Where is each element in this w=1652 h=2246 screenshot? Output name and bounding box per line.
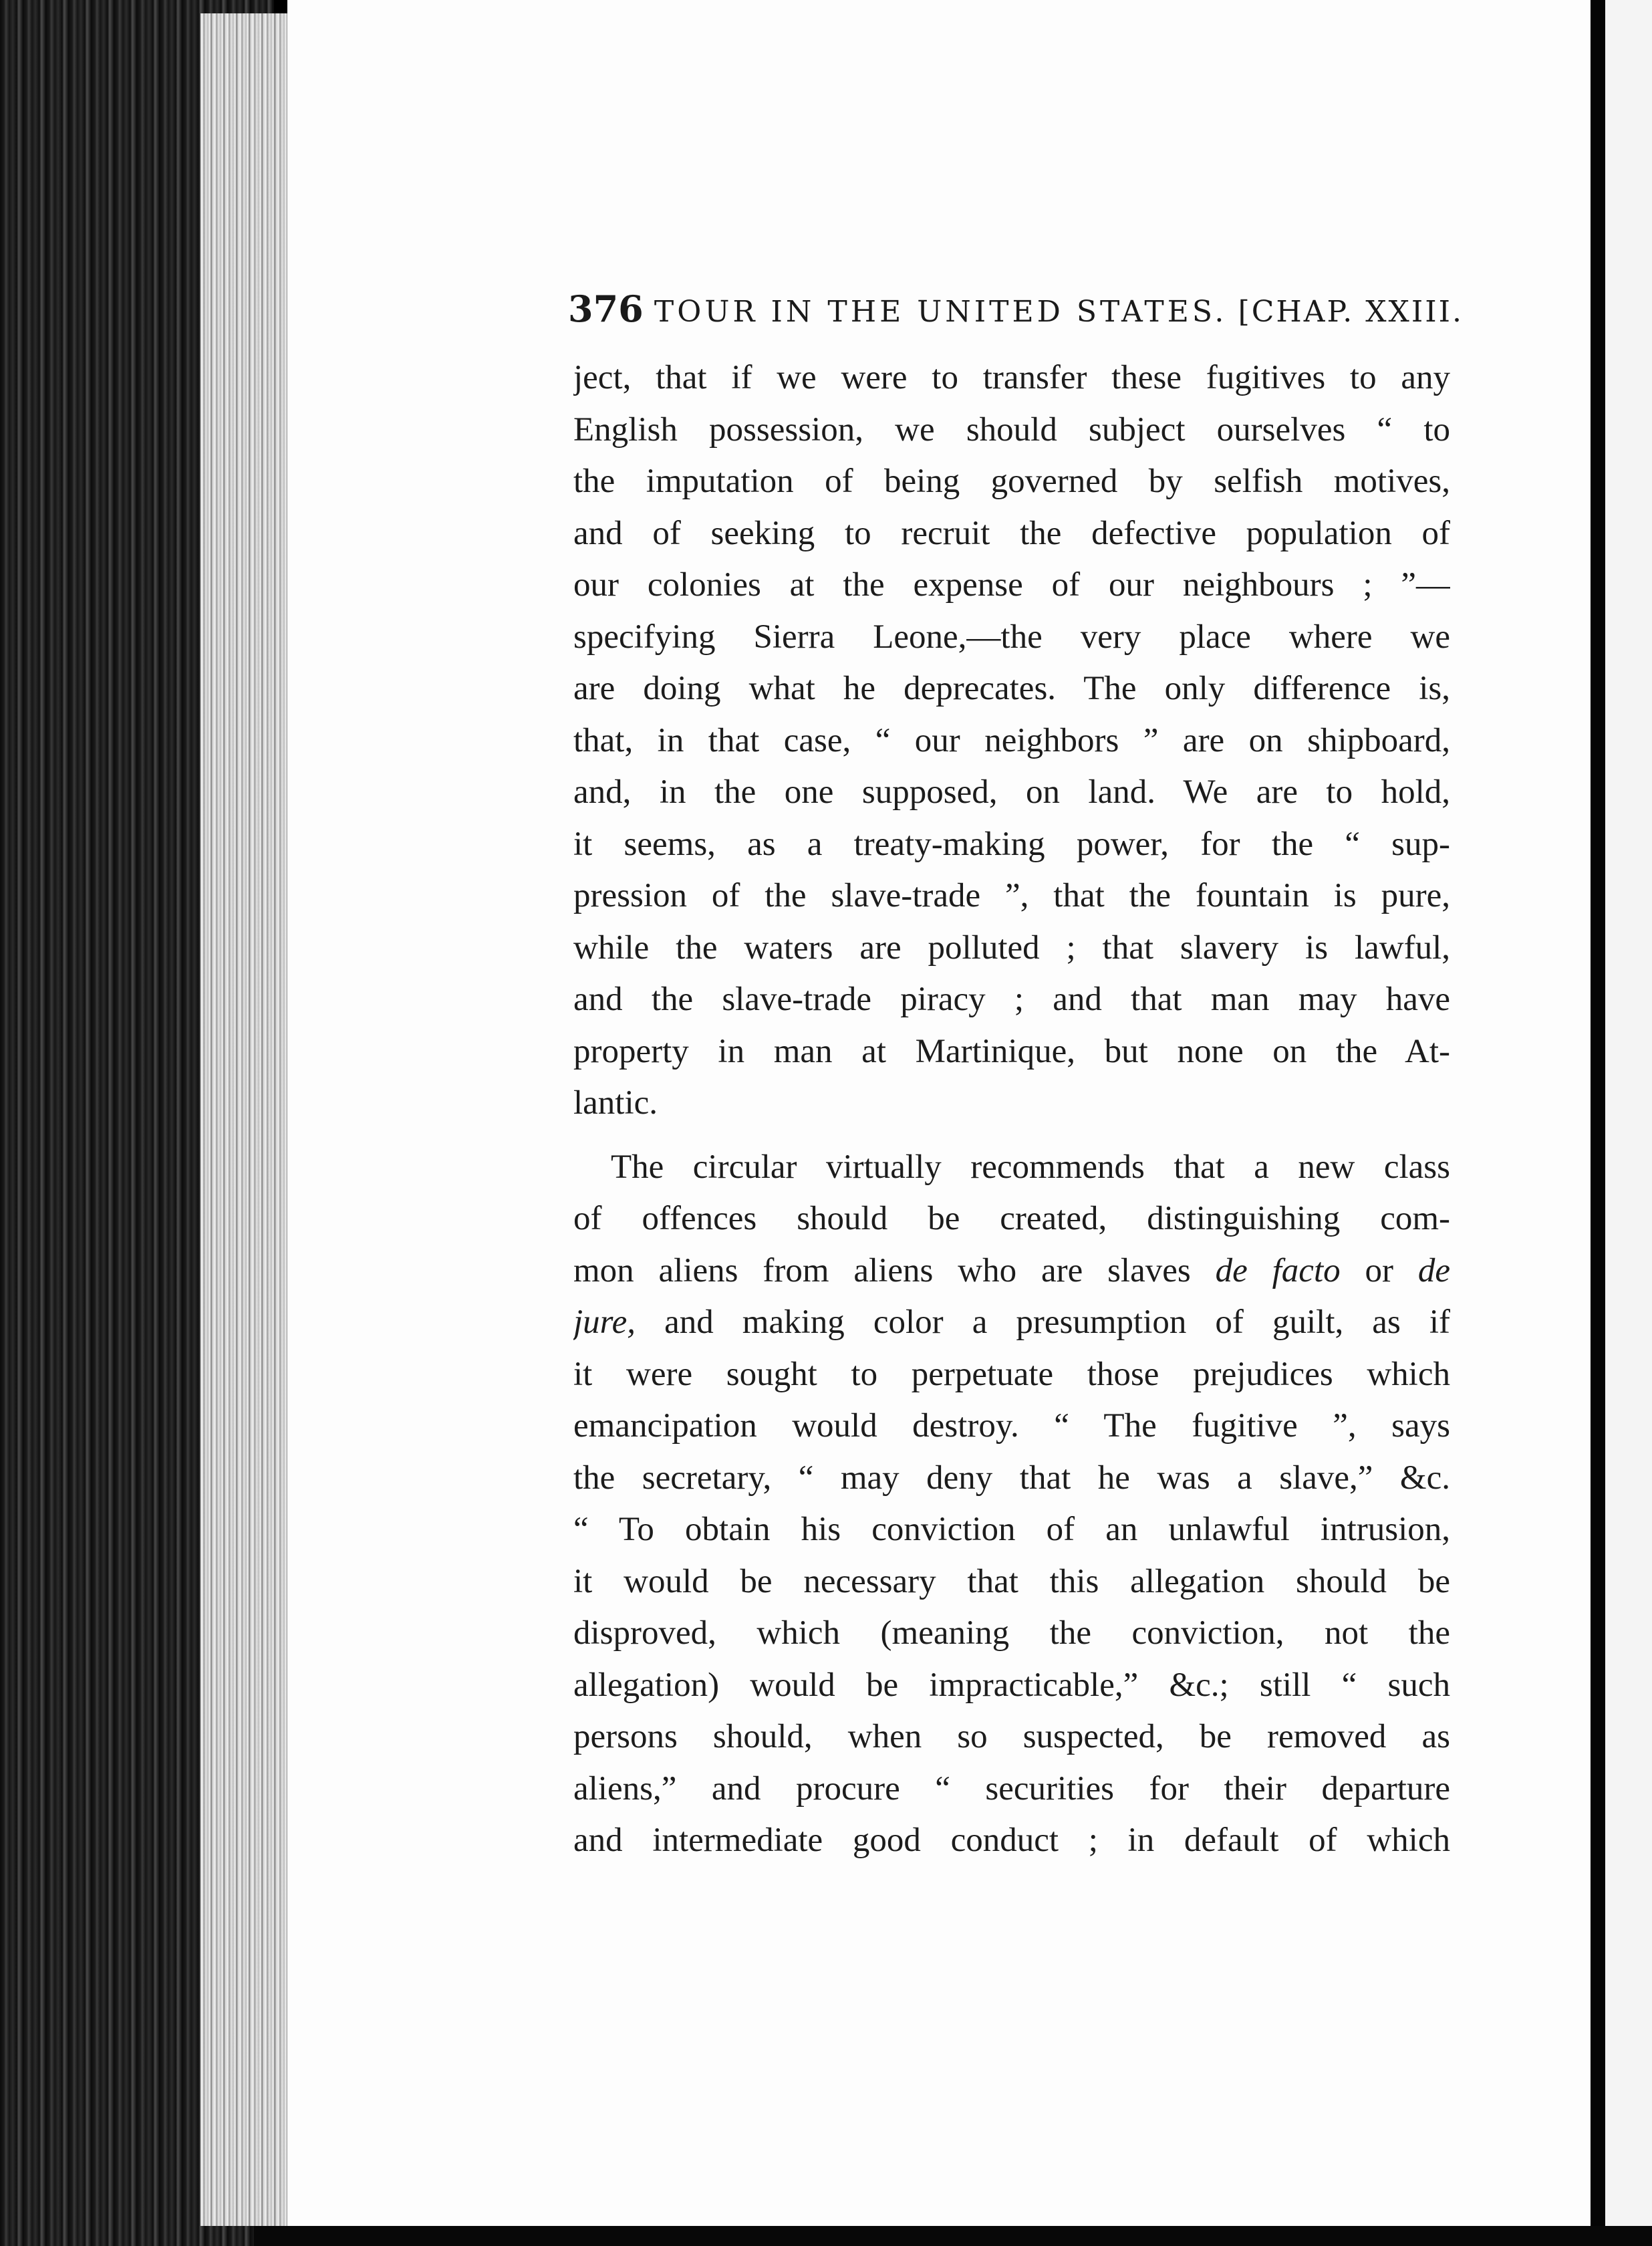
text-fragment: and making color a presumption of guilt, as if xyxy=(664,1303,1450,1341)
italic-phrase: de xyxy=(1417,1251,1450,1289)
text-line: ject, that if we were to transfer these fugitives to any xyxy=(573,359,1450,396)
text-fragment: or xyxy=(1365,1251,1393,1289)
text-line: allegation) would be impracticable,” &c.; still “ such xyxy=(573,1666,1450,1704)
text-line: that, in that case, “ our neighbors ” are on shipboard, xyxy=(573,721,1450,759)
italic-phrase: de facto xyxy=(1215,1251,1341,1289)
text-line: specifying Sierra Leone,—the very place where we xyxy=(573,618,1450,656)
text-line: emancipation would destroy. “ The fugitive ”, says xyxy=(573,1407,1450,1445)
paragraph-2 xyxy=(573,1142,1450,1867)
text-line: The circular virtually recommends that a new class xyxy=(611,1148,1450,1186)
text-line: it seems, as a treaty-making power, for the “ sup- xyxy=(573,825,1450,863)
text-line: aliens,” and procure “ securities for their departure xyxy=(573,1769,1450,1807)
text-line: our colonies at the expense of our neighbours ; ”— xyxy=(573,566,1450,604)
body-text xyxy=(573,352,1450,1867)
text-fragment: mon aliens from aliens who are slaves xyxy=(573,1251,1191,1289)
text-line: and the slave-trade piracy ; and that man may have xyxy=(573,981,1450,1018)
text-line-mixed xyxy=(573,1297,1450,1349)
text-line: property in man at Martinique, but none on the At- xyxy=(573,1032,1450,1070)
text-line: disproved, which (meaning the conviction, not the xyxy=(573,1614,1450,1652)
italic-phrase: jure, xyxy=(573,1303,636,1341)
text-line: lantic. xyxy=(573,1084,658,1122)
text-line: English possession, we should subject ourselves “ to xyxy=(573,410,1450,449)
running-title: TOUR IN THE UNITED STATES. xyxy=(654,295,1228,329)
paragraph-gap xyxy=(573,1130,1450,1142)
facing-page-edge xyxy=(1605,0,1652,2246)
bottom-shadow xyxy=(254,2226,1652,2246)
text-line: while the waters are polluted ; that slavery is lawful, xyxy=(573,928,1450,967)
text-line: “ To obtain his conviction of an unlawful intrusion, xyxy=(573,1511,1450,1548)
text-line: the imputation of being governed by selfish motives, xyxy=(573,463,1450,500)
page-edges xyxy=(200,13,291,2226)
chapter-label: [CHAP. XXIII. xyxy=(1238,295,1464,329)
running-head xyxy=(568,287,1464,334)
text-line: and of seeking to recruit the defective population of xyxy=(573,514,1450,552)
gutter-shadow xyxy=(1591,0,1605,2246)
text-line: and, in the one supposed, on land. We are to hold, xyxy=(573,773,1450,811)
text-line: it would be necessary that this allegation should be xyxy=(573,1562,1450,1600)
text-line-mixed xyxy=(573,1245,1450,1297)
text-line: the secretary, “ may deny that he was a slave,” &c. xyxy=(573,1459,1450,1497)
paragraph-1 xyxy=(573,352,1450,1130)
page-number: 376 xyxy=(568,287,644,330)
text-line: of offences should be created, distinguishing com- xyxy=(573,1200,1450,1237)
text-line: are doing what he deprecates. The only difference is, xyxy=(573,670,1450,707)
text-line: pression of the slave-trade ”, that the fountain is pure, xyxy=(573,877,1450,914)
text-line: and intermediate good conduct ; in default of which xyxy=(573,1822,1450,1859)
text-line: persons should, when so suspected, be removed as xyxy=(573,1718,1450,1755)
text-line: it were sought to perpetuate those prejudices which xyxy=(573,1355,1450,1393)
